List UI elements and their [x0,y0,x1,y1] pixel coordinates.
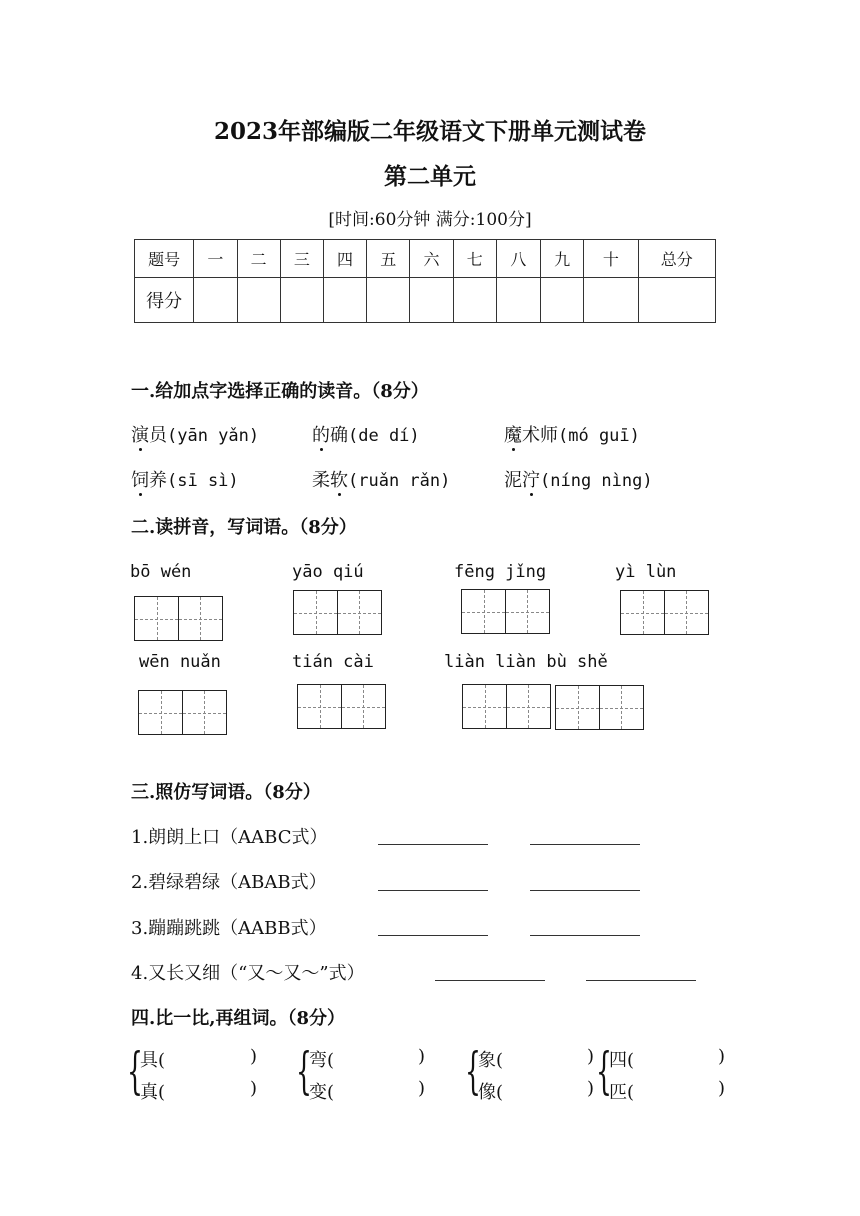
imitation-item: 2.碧绿碧绿（ABAB式） [131,872,327,893]
exam-meta: [时间:60分钟 满分:100分] [328,210,532,230]
dotted-char: 软 [330,470,348,491]
score-header-cell: 八 [496,240,540,278]
dotted-char: 泞 [522,470,540,491]
paren-close: ) [250,1046,258,1067]
imitation-item: 3.蹦蹦跳跳（AABB式） [131,918,327,939]
writing-grid[interactable] [555,685,642,730]
score-cell[interactable] [194,278,237,323]
writing-cell[interactable] [664,590,709,635]
dotted-char: 演 [131,425,149,446]
writing-cell[interactable] [297,684,342,729]
pinyin-prompt: tián cài [292,652,374,672]
writing-cell[interactable] [555,685,600,730]
score-cell[interactable] [638,278,715,323]
pinyin-options: (sī sì) [167,471,239,491]
score-cell[interactable] [541,278,584,323]
answer-blank[interactable] [435,980,545,981]
answer-blank[interactable] [378,844,488,845]
paren-close: ) [587,1078,595,1099]
answer-blank[interactable] [586,980,696,981]
writing-cell[interactable] [620,590,665,635]
compare-char-top: 四( [609,1050,635,1071]
writing-grid[interactable] [134,596,221,641]
item-text: 术师 [522,425,558,446]
score-header-cell: 二 [237,240,280,278]
pronunciation-item[interactable] [312,466,450,492]
section1-heading: 一.给加点字选择正确的读音。（8分） [131,381,429,402]
writing-grid[interactable] [461,589,548,634]
pinyin-prompt: wēn nuǎn [139,652,221,672]
score-header-cell: 十 [584,240,638,278]
imitation-item: 4.又长又细（“又～又～”式） [131,963,365,984]
writing-grid[interactable] [462,684,549,729]
pinyin-options: (ruǎn rǎn) [348,471,451,491]
paren-close: ) [587,1046,595,1067]
paren-close: ) [718,1078,726,1099]
paren-close: ) [718,1046,726,1067]
paren-close: ) [418,1078,426,1099]
writing-cell[interactable] [341,684,386,729]
score-cell[interactable] [584,278,638,323]
writing-grid[interactable] [293,590,380,635]
score-cell[interactable] [323,278,366,323]
pronunciation-item[interactable] [131,421,259,447]
section3-heading: 三.照仿写词语。（8分） [131,782,321,803]
item-text: 确 [330,425,348,446]
score-row-label: 得分 [135,278,194,323]
writing-cell[interactable] [462,684,507,729]
paren-close: ) [250,1078,258,1099]
pinyin-prompt: yì lùn [615,562,677,582]
item-text: 养 [149,470,167,491]
score-table-header-row [135,240,716,278]
pinyin-prompt: fēng jǐng [454,562,547,582]
item-text: 柔 [312,470,330,491]
compare-char-bottom: 像( [478,1082,504,1103]
writing-grid[interactable] [138,690,225,735]
score-header-cell: 一 [194,240,237,278]
score-cell[interactable] [280,278,323,323]
score-table-score-row [135,278,716,323]
writing-cell[interactable] [138,690,183,735]
pinyin-options: (yān yǎn) [167,426,260,446]
score-header-cell: 六 [410,240,453,278]
score-header-cell: 五 [367,240,410,278]
score-header-cell: 七 [453,240,496,278]
writing-cell[interactable] [293,590,338,635]
brace-icon: { [127,1042,143,1100]
answer-blank[interactable] [530,890,640,891]
pinyin-options: (mó guī) [558,426,640,446]
pronunciation-item[interactable] [312,421,420,447]
score-cell[interactable] [237,278,280,323]
brace-icon: { [296,1042,312,1100]
score-header-cell: 九 [541,240,584,278]
item-text: 员 [149,425,167,446]
pronunciation-item[interactable] [504,466,653,492]
answer-blank[interactable] [378,890,488,891]
page-title: 2023年部编版二年级语文下册单元测试卷 [213,118,646,145]
pinyin-prompt: yāo qiú [292,562,364,582]
dotted-char: 的 [312,425,330,446]
score-cell[interactable] [453,278,496,323]
compare-char-bottom: 匹( [609,1082,635,1103]
score-header-cell: 四 [323,240,366,278]
writing-cell[interactable] [506,684,551,729]
paren-close: ) [418,1046,426,1067]
score-header-cell: 三 [280,240,323,278]
dotted-char: 饲 [131,470,149,491]
writing-cell[interactable] [337,590,382,635]
section4-heading: 四.比一比,再组词。（8分） [131,1008,346,1029]
writing-grid[interactable] [620,590,707,635]
pinyin-options: (de dí) [348,426,420,446]
writing-cell[interactable] [182,690,227,735]
score-cell[interactable] [496,278,540,323]
pronunciation-item[interactable] [504,421,640,447]
brace-icon: { [465,1042,481,1100]
imitation-item: 1.朗朗上口（AABC式） [131,827,328,848]
pronunciation-item[interactable] [131,466,239,492]
writing-cell[interactable] [461,589,506,634]
compare-char-top: 具( [140,1050,166,1071]
score-cell[interactable] [367,278,410,323]
compare-char-top: 象( [478,1050,504,1071]
writing-cell[interactable] [134,596,179,641]
score-header-cell: 总分 [638,240,715,278]
brace-icon: { [596,1042,612,1100]
writing-grid[interactable] [297,684,384,729]
pinyin-prompt: bō wén [130,562,192,582]
compare-char-top: 弯( [309,1050,335,1071]
item-text: 泥 [504,470,522,491]
pinyin-prompt: liàn liàn bù shě [444,652,608,672]
answer-blank[interactable] [530,844,640,845]
answer-blank[interactable] [378,935,488,936]
compare-char-bottom: 真( [140,1082,166,1103]
unit-subtitle: 第二单元 [384,163,476,190]
section2-heading: 二.读拼音，写词语。（8分） [131,517,357,538]
writing-cell[interactable] [599,685,644,730]
answer-blank[interactable] [530,935,640,936]
score-table [134,239,716,323]
pinyin-options: (níng nìng) [540,471,653,491]
dotted-char: 魔 [504,425,522,446]
score-header-cell: 题号 [135,240,194,278]
writing-cell[interactable] [178,596,223,641]
compare-char-bottom: 变( [309,1082,335,1103]
writing-cell[interactable] [505,589,550,634]
score-cell[interactable] [410,278,453,323]
